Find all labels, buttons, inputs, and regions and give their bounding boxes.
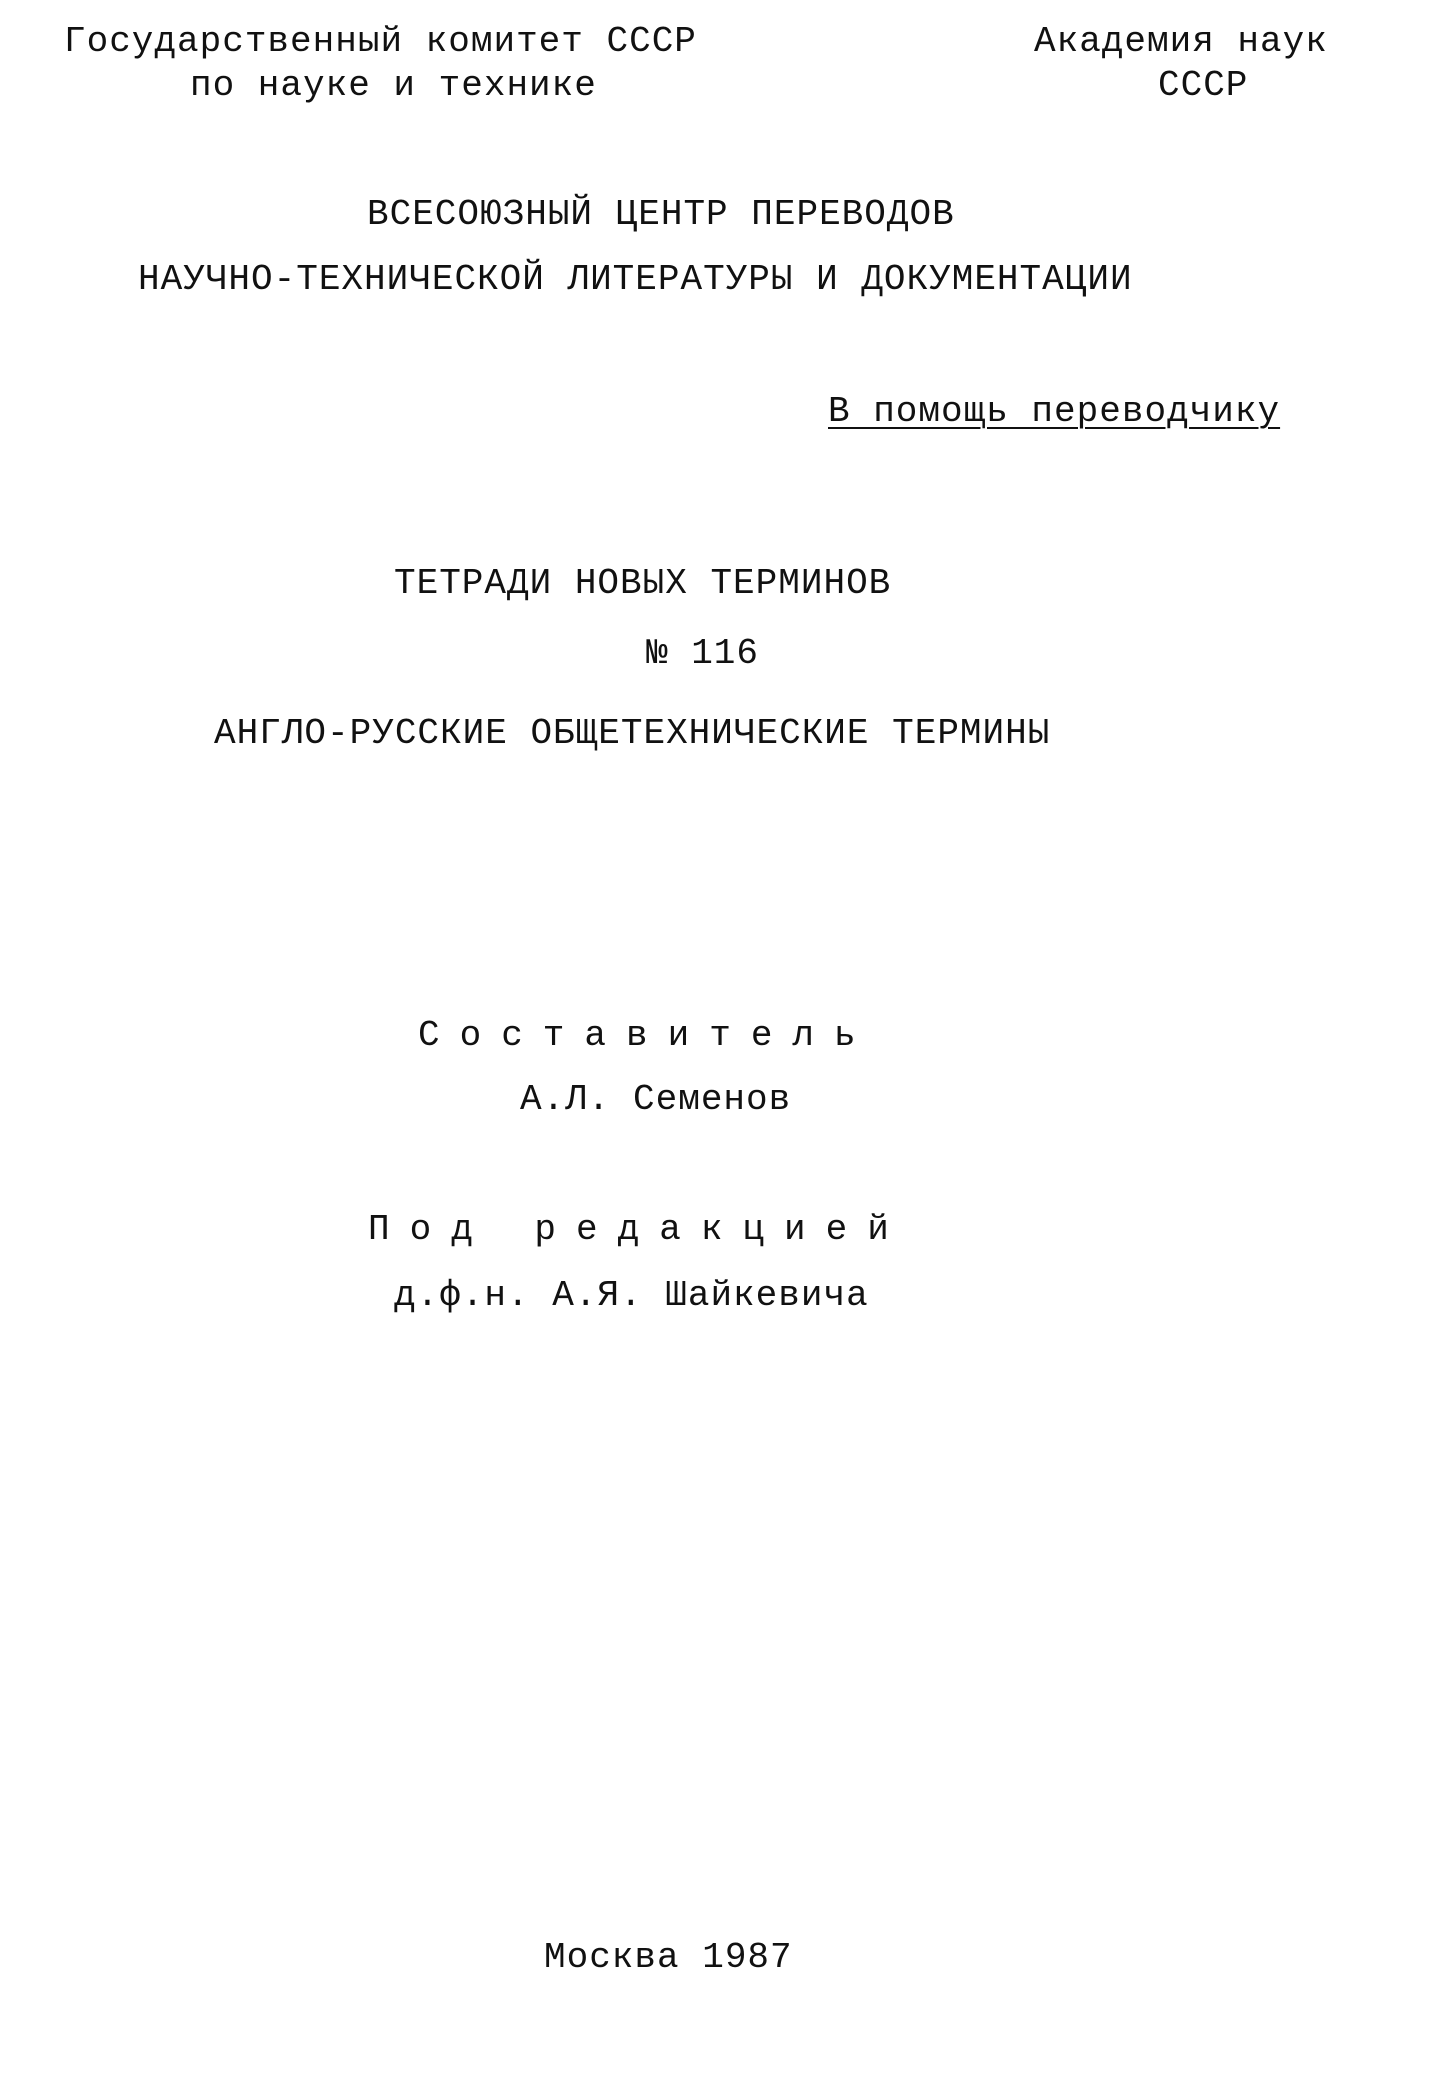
header-left-line2: по науке и технике	[190, 65, 597, 106]
series-label: В помощь переводчику	[828, 391, 1281, 432]
compiler-name: А.Л. Семенов	[520, 1079, 792, 1120]
compiler-label: Составитель	[418, 1015, 876, 1056]
header-right-line1: Академия наук	[1034, 21, 1328, 62]
imprint: Москва 1987	[544, 1937, 793, 1978]
institution-line2: НАУЧНО-ТЕХНИЧЕСКОЙ ЛИТЕРАТУРЫ И ДОКУМЕНТАЦИИ	[138, 259, 1133, 300]
editor-name: д.ф.н. А.Я. Шайкевича	[394, 1275, 869, 1316]
issue-number: № 116	[646, 633, 760, 674]
editor-label: Под редакцией	[368, 1209, 909, 1250]
header-right-line2: СССР	[1158, 65, 1249, 106]
institution-line1: ВСЕСОЮЗНЫЙ ЦЕНТР ПЕРЕВОДОВ	[367, 194, 955, 235]
title-line2: АНГЛО-РУССКИЕ ОБЩЕТЕХНИЧЕСКИЕ ТЕРМИНЫ	[214, 713, 1051, 754]
header-left-line1: Государственный комитет СССР	[64, 21, 697, 62]
title-line1: ТЕТРАДИ НОВЫХ ТЕРМИНОВ	[394, 563, 892, 604]
